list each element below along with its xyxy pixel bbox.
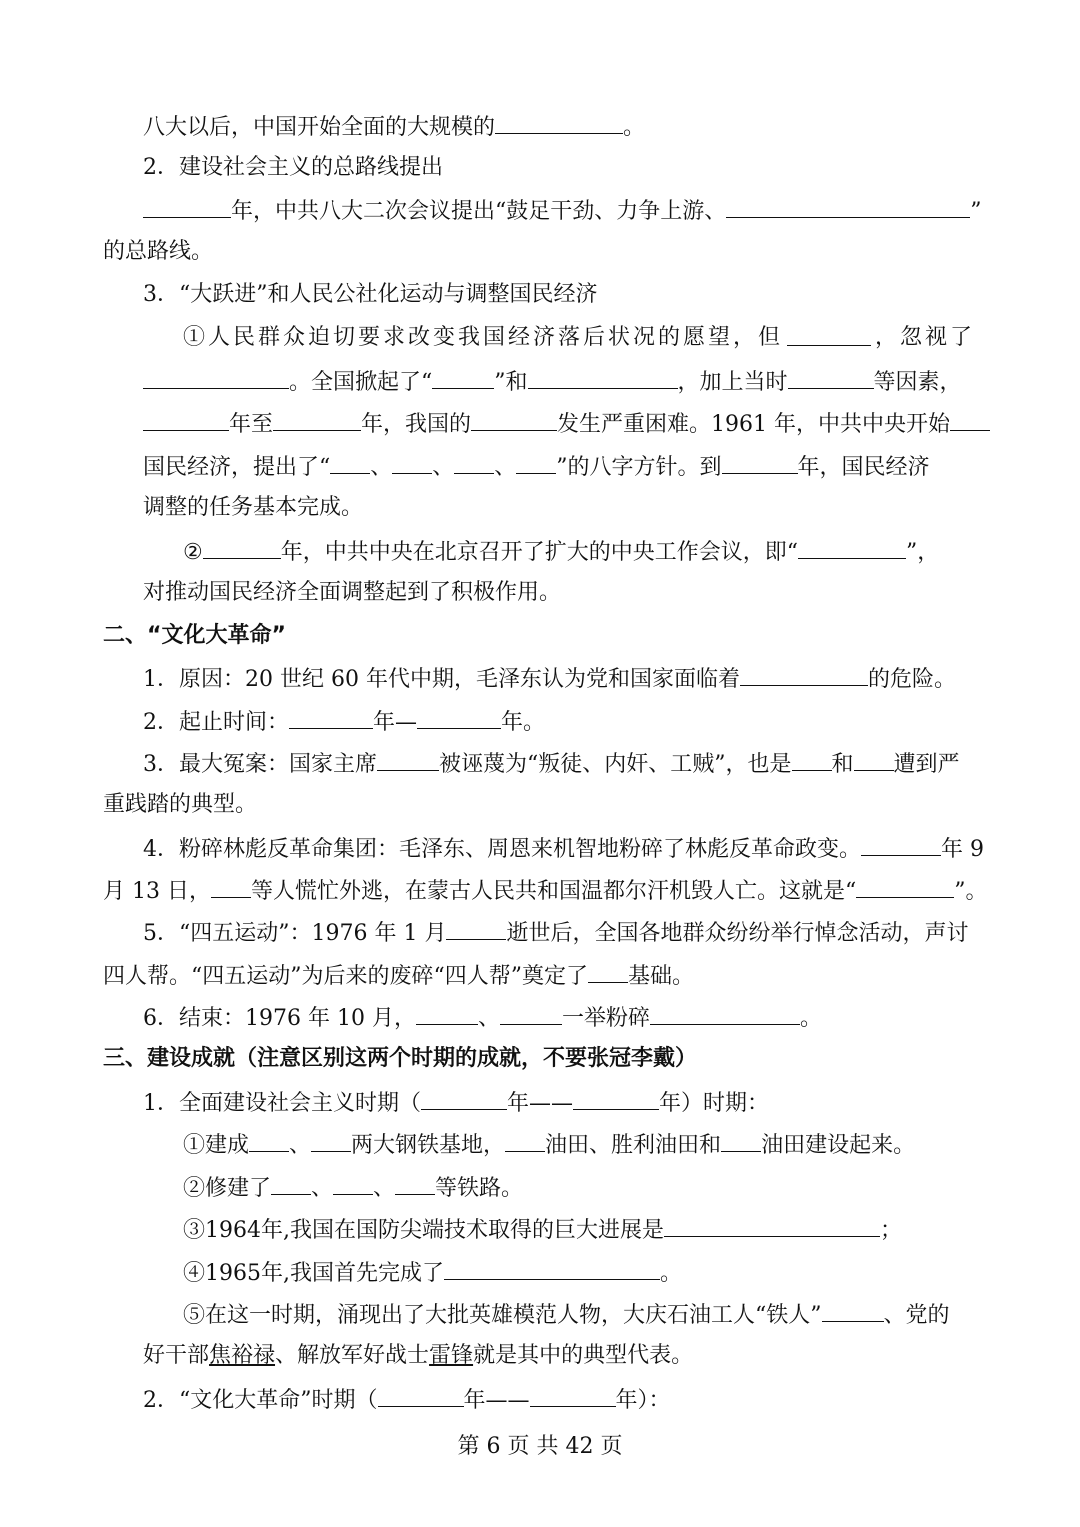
subheading: 3．“大跃进”和人民公社化运动与调整国民经济 [143, 282, 598, 307]
text-line: 月 13 日， 等人慌忙外逃，在蒙古人民共和国温都尔汗机毁人亡。这就是“ ”。 [103, 875, 987, 907]
subheading: 2．建设社会主义的总路线提出 [143, 155, 443, 180]
text-line: 的总路线。 [103, 239, 214, 264]
text-line: 5．“四五运动”：1976 年 1 月 逝世后，全国各地群众纷纷举行悼念活动，声讨 [143, 917, 968, 949]
fill-blank[interactable] [500, 1002, 562, 1025]
text-line: 6．结束：1976 年 10 月， 、 一举粉碎 。 [143, 1002, 822, 1034]
fill-blank[interactable] [822, 1299, 884, 1322]
text-line: 年至 年，我国的 发生严重困难。1961 年，中共中央开始 [143, 408, 990, 440]
fill-blank[interactable] [721, 1129, 761, 1152]
fill-blank[interactable] [588, 960, 628, 983]
text-line: 八大以后，中国开始全面的大规模的 。 [143, 111, 645, 143]
fill-blank[interactable] [333, 1172, 373, 1195]
fill-blank[interactable] [377, 748, 439, 771]
text-line: 。全国掀起了“ ”和 ，加上当时 等因素， [143, 366, 962, 398]
fill-blank[interactable] [444, 1257, 660, 1280]
fill-blank[interactable] [203, 536, 281, 559]
fill-blank[interactable] [311, 1129, 351, 1152]
fill-blank[interactable] [530, 1384, 616, 1407]
fill-blank[interactable] [516, 451, 556, 474]
fill-blank[interactable] [664, 1214, 880, 1237]
fill-blank[interactable] [722, 451, 798, 474]
text-line: 2．“文化大革命”时期（ 年—— 年）： [143, 1384, 671, 1416]
fill-blank[interactable] [454, 451, 494, 474]
underlined-name: 雷锋 [429, 1343, 474, 1368]
fill-blank[interactable] [432, 366, 494, 389]
fill-blank[interactable] [528, 366, 678, 389]
fill-blank[interactable] [143, 195, 231, 218]
section-heading: 二、“文化大革命” [103, 623, 286, 648]
text-line: 好干部焦裕禄、解放军好战士雷锋就是其中的典型代表。 [143, 1343, 694, 1368]
text-line: 调整的任务基本完成。 [143, 495, 364, 520]
text-line: 重践踏的典型。 [103, 792, 258, 817]
fill-blank[interactable] [289, 706, 373, 729]
fill-blank[interactable] [417, 706, 501, 729]
fill-blank[interactable] [788, 366, 874, 389]
text-line: ② 年，中共中央在北京召开了扩大的中央工作会议，即“ ”， [183, 536, 939, 568]
text-line: 四人帮。“四五运动”为后来的废碎“四人帮”奠定了 基础。 [103, 960, 694, 992]
text-line: 年，中共八大二次会议提出“鼓足干劲、力争上游、 ” [143, 195, 982, 227]
fill-blank[interactable] [854, 748, 894, 771]
text-line: 3．最大冤案：国家主席 被诬蔑为“叛徒、内奸、工贼”，也是 和 遭到严 [143, 748, 960, 780]
text-line: 4．粉碎林彪反革命集团：毛泽东、周恩来机智地粉碎了林彪反革命政变。 年 9 [143, 833, 984, 865]
fill-blank[interactable] [471, 408, 557, 431]
text-line: 2．起止时间： 年— 年。 [143, 706, 545, 738]
text-line: 1．全面建设社会主义时期（ 年—— 年）时期： [143, 1087, 769, 1119]
fill-blank[interactable] [792, 748, 832, 771]
fill-blank[interactable] [416, 1002, 478, 1025]
fill-blank[interactable] [421, 1087, 507, 1110]
text-line: 对推动国民经济全面调整起到了积极作用。 [143, 580, 562, 605]
text-line: ④1965年,我国首先完成了 。 [183, 1257, 682, 1289]
fill-blank[interactable] [505, 1129, 545, 1152]
fill-blank[interactable] [211, 875, 251, 898]
fill-blank[interactable] [273, 408, 361, 431]
fill-blank[interactable] [856, 875, 954, 898]
text-line: 1．原因：20 世纪 60 年代中期，毛泽东认为党和国家面临着 的危险。 [143, 663, 956, 695]
fill-blank[interactable] [143, 408, 229, 431]
underlined-name: 焦裕禄 [209, 1343, 276, 1368]
fill-blank[interactable] [950, 408, 990, 431]
fill-blank[interactable] [446, 917, 506, 940]
text-line: 国民经济，提出了“ 、 、 、 ”的八字方针。到 年，国民经济 [143, 451, 930, 483]
fill-blank[interactable] [378, 1384, 464, 1407]
text-line: ⑤在这一时期，涌现出了大批英雄模范人物，大庆石油工人“铁人” 、党的 [183, 1299, 950, 1331]
fill-blank[interactable] [330, 451, 370, 474]
fill-blank[interactable] [249, 1129, 289, 1152]
page-footer: 第 6 页 共 42 页 [457, 1434, 623, 1459]
fill-blank[interactable] [726, 195, 970, 218]
fill-blank[interactable] [787, 323, 871, 346]
fill-blank[interactable] [395, 1172, 435, 1195]
fill-blank[interactable] [798, 536, 906, 559]
fill-blank[interactable] [861, 833, 941, 856]
text-line: ①人民群众迫切要求改变我国经济落后状况的愿望，但 ，忽视了 [183, 325, 975, 350]
fill-blank[interactable] [573, 1087, 659, 1110]
text-line: ②修建了 、 、 等铁路。 [183, 1172, 523, 1204]
fill-blank[interactable] [143, 366, 289, 389]
fill-blank[interactable] [650, 1002, 800, 1025]
section-heading: 三、建设成就（注意区别这两个时期的成就，不要张冠李戴） [103, 1046, 698, 1071]
fill-blank[interactable] [392, 451, 432, 474]
text-line: ③1964年,我国在国防尖端技术取得的巨大进展是 ； [183, 1214, 902, 1246]
text-line: ①建成 、 两大钢铁基地， 油田、胜利油田和 油田建设起来。 [183, 1129, 915, 1161]
fill-blank[interactable] [495, 111, 623, 134]
fill-blank[interactable] [740, 663, 868, 686]
fill-blank[interactable] [271, 1172, 311, 1195]
